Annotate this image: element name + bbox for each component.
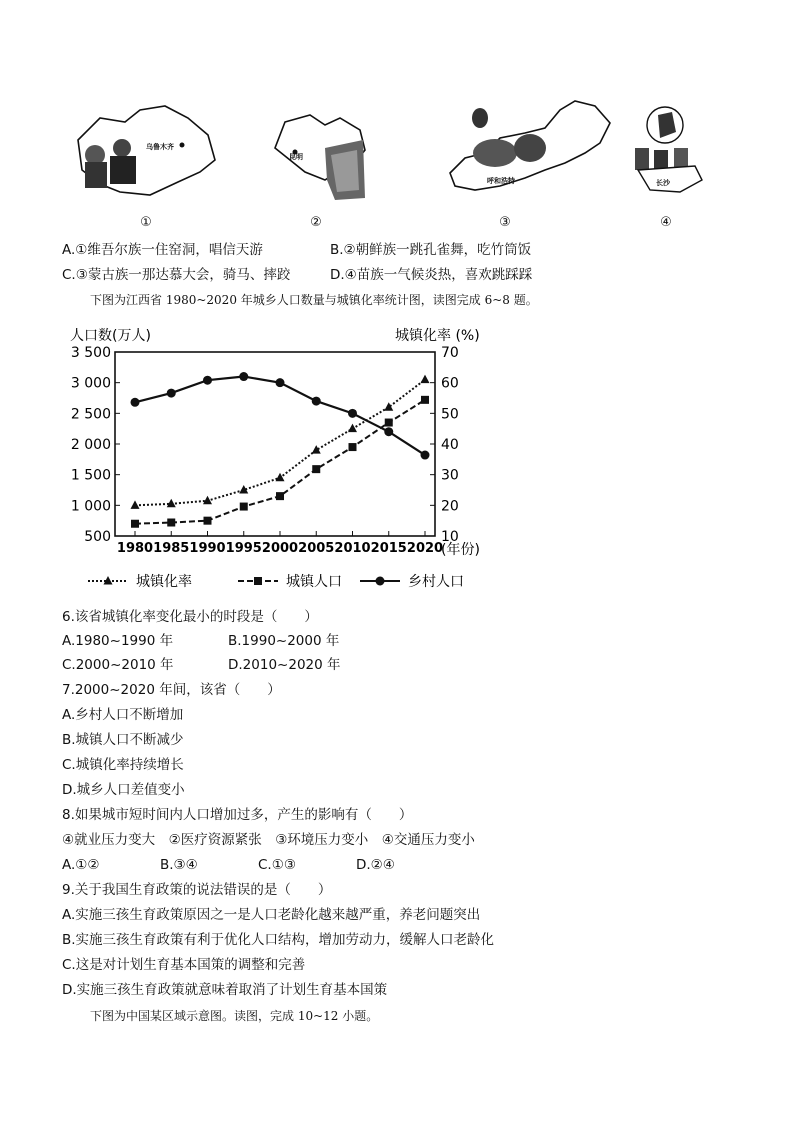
- question-7-stem: 7.2000~2020 年间，该省（ ）: [62, 682, 281, 698]
- x-tick-label: 2020: [406, 541, 444, 556]
- data-point: [240, 503, 248, 511]
- data-point: [203, 496, 212, 505]
- question-8-items: ④就业压力变大 ②医疗资源紧张 ③环境压力变小 ④交通压力变小: [62, 832, 475, 848]
- series-line: [135, 380, 425, 506]
- data-point: [167, 389, 176, 398]
- legend-marker: [376, 577, 385, 586]
- legend-label: 城镇人口: [286, 574, 342, 590]
- data-point: [203, 376, 212, 385]
- x-tick-label: 1985: [153, 541, 190, 556]
- option-a: A.实施三孩生育政策原因之一是人口老龄化越来越严重，养老问题突出: [62, 907, 481, 923]
- x-tick-label: 2005: [298, 541, 335, 556]
- right-tick-label: 10: [441, 529, 459, 545]
- map-city-label: 长沙: [656, 179, 670, 187]
- map-inner-mongolia: [445, 98, 615, 198]
- option-a: A.1980~1990 年: [62, 633, 174, 649]
- right-axis-label: 城镇化率 (%): [395, 328, 480, 344]
- data-point: [276, 473, 285, 482]
- right-tick-label: 60: [441, 375, 459, 392]
- x-tick-label: 1980: [116, 541, 154, 556]
- data-point: [421, 375, 430, 384]
- data-point: [384, 427, 393, 436]
- option-d: D.④苗族一气候炎热，喜欢跳踩踩: [330, 267, 533, 283]
- plot-frame: [115, 352, 435, 536]
- x-unit-label: (年份): [441, 542, 480, 558]
- data-point: [421, 451, 430, 460]
- right-tick-label: 70: [441, 345, 459, 361]
- data-point: [276, 492, 284, 500]
- data-point: [421, 396, 429, 404]
- map-city-label: 乌鲁木齐: [146, 143, 174, 151]
- option-d: D.城乡人口差值变小: [62, 782, 185, 798]
- legend-label: 乡村人口: [408, 574, 464, 590]
- option-c: C.2000~2010 年: [62, 657, 174, 673]
- x-tick-label: 2010: [334, 541, 371, 556]
- data-point: [312, 465, 320, 473]
- left-tick-label: 3 500: [70, 345, 111, 361]
- series-line: [135, 400, 425, 524]
- intro-6-8: 下图为江西省 1980~2020 年城乡人口数量与城镇化率统计图，读图完成 6~8 题。: [90, 293, 538, 307]
- map-hunan: [630, 100, 710, 195]
- x-tick-label: 1995: [225, 541, 262, 556]
- option-c: C.这是对计划生育基本国策的调整和完善: [62, 957, 306, 973]
- intro-10-12: 下图为中国某区域示意图。读图，完成 10~12 小题。: [90, 1009, 379, 1023]
- data-point: [204, 517, 212, 525]
- data-point: [384, 402, 393, 411]
- map-number: ②: [310, 215, 322, 230]
- data-point: [131, 500, 140, 509]
- map-yunnan: [265, 110, 375, 205]
- right-tick-label: 40: [441, 437, 459, 453]
- option-a: A.乡村人口不断增加: [62, 707, 184, 723]
- legend-label: 城镇化率: [136, 574, 192, 590]
- data-point: [349, 443, 357, 451]
- series-line: [135, 377, 425, 456]
- option-c: C.①③: [258, 857, 296, 873]
- x-tick-label: 2000: [261, 541, 299, 556]
- right-tick-label: 50: [441, 406, 459, 423]
- left-tick-label: 3 000: [70, 375, 111, 392]
- question-9-stem: 9.关于我国生育政策的说法错误的是（ ）: [62, 882, 332, 898]
- option-d: D.2010~2020 年: [228, 657, 341, 673]
- map-number: ④: [660, 215, 672, 230]
- left-tick-label: 1 500: [70, 467, 111, 484]
- option-b: B.③④: [160, 857, 198, 873]
- option-b: B.城镇人口不断减少: [62, 732, 184, 748]
- data-point: [348, 424, 357, 433]
- question-6-stem: 6.该省城镇化率变化最小的时段是（ ）: [62, 609, 318, 625]
- data-point: [348, 409, 357, 418]
- option-c: C.③蒙古族一那达慕大会，骑马、摔跤: [62, 267, 291, 283]
- left-axis-label: 人口数(万人): [70, 328, 151, 344]
- x-tick-label: 1990: [189, 541, 226, 556]
- x-tick-label: 2015: [370, 541, 407, 556]
- data-point: [131, 520, 139, 528]
- map-number: ①: [140, 215, 152, 230]
- option-b: B.②朝鲜族一跳孔雀舞，吃竹筒饭: [330, 242, 532, 258]
- right-tick-label: 20: [441, 498, 459, 515]
- option-c: C.城镇化率持续增长: [62, 757, 184, 773]
- map-city-label: 昆明: [289, 153, 303, 161]
- map-city-label: 呼和浩特: [487, 177, 515, 185]
- data-point: [167, 519, 175, 527]
- population-chart: [60, 318, 530, 600]
- data-point: [385, 419, 393, 427]
- left-tick-label: 2 500: [70, 406, 111, 423]
- left-tick-label: 2 000: [70, 437, 111, 453]
- option-a: A.①维吾尔族一住窑洞，唱信天游: [62, 242, 263, 258]
- option-a: A.①②: [62, 857, 100, 873]
- question-8-stem: 8.如果城市短时间内人口增加过多，产生的影响有（ ）: [62, 807, 413, 823]
- data-point: [131, 398, 140, 407]
- option-d: D.②④: [356, 857, 395, 873]
- option-b: B.1990~2000 年: [228, 633, 340, 649]
- option-b: B.实施三孩生育政策有利于优化人口结构，增加劳动力，缓解人口老龄化: [62, 932, 495, 948]
- legend-marker: [254, 577, 262, 585]
- map-xinjiang: [70, 100, 220, 200]
- left-tick-label: 1 000: [70, 498, 111, 515]
- map-number: ③: [499, 215, 511, 230]
- data-point: [239, 372, 248, 381]
- data-point: [312, 397, 321, 406]
- right-tick-label: 30: [441, 467, 459, 484]
- option-d: D.实施三孩生育政策就意味着取消了计划生育基本国策: [62, 982, 388, 998]
- data-point: [276, 378, 285, 387]
- left-tick-label: 500: [84, 529, 111, 545]
